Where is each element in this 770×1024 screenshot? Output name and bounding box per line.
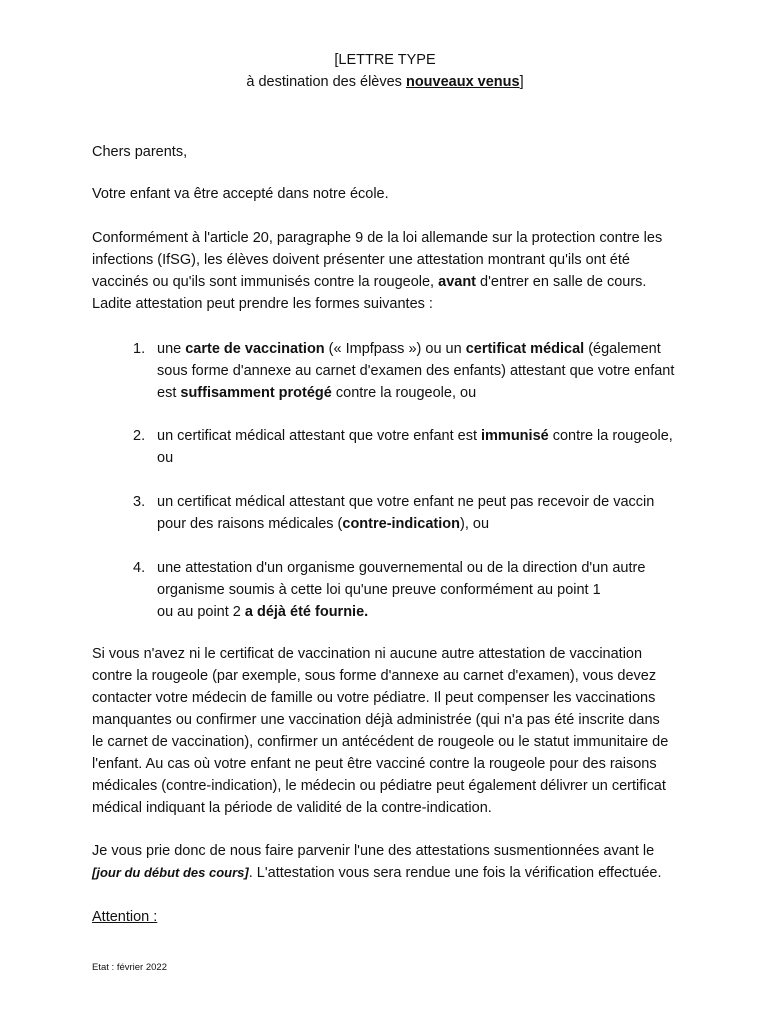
paragraph-request: Je vous prie donc de nous faire parvenir l'une des attestations susmentionnées avant le [jour du début des cours]. L'attestation vous sera rendue une fois la vérification effectuée.	[92, 843, 662, 881]
list-number: 3.	[133, 494, 146, 510]
greeting: Chers parents,	[92, 144, 188, 160]
list-item: 2. un certificat médical attestant que votre enfant est immunisé contre la rougeole, ou	[133, 425, 723, 469]
list-item: 3. un certificat médical attestant que votre enfant ne peut pas recevoir de vaccin pour des raisons médicales (contre-indication), ou	[133, 491, 723, 535]
attention-heading: Attention :	[92, 909, 158, 925]
list-number: 2.	[133, 428, 146, 444]
paragraph-intro: Votre enfant va être accepté dans notre école.	[92, 186, 389, 202]
letter-header-line2: à destination des élèves nouveaux venus]	[246, 74, 524, 90]
list-item: 4. une attestation d'un organisme gouvernemental ou de la direction d'un autre organisme soumis à cette loi qu'une preuve conformément au point 1 ou au point 2 a déjà été fournie.	[133, 557, 723, 623]
footer-date: Etat : février 2022	[92, 962, 167, 973]
list-number: 4.	[133, 560, 146, 576]
paragraph-law: Conformément à l'article 20, paragraphe 9 de la loi allemande sur la protection contre les infections (IfSG), les élèves doivent présenter une attestation montrant qu'ils ont été vaccinés ou qu'ils sont immunisés contre la rougeole, avant d'entrer en salle de cours. Ladite attestation peut prendre les formes suivantes :	[92, 230, 663, 312]
letter-header-line1: [LETTRE TYPE	[334, 52, 436, 68]
list-item: 1. une carte de vaccination (« Impfpass ») ou un certificat médical (également sous forme d'annexe au carnet d'examen des enfants) attestant que votre enfant est suffisamment protégé contre la rougeole, ou	[133, 338, 723, 404]
placeholder-start-date: [jour du début des cours]	[92, 865, 249, 880]
paragraph-doctor: Si vous n'avez ni le certificat de vaccination ni aucune autre attestation de vaccination contre la rougeole (par exemple, sous forme d'annexe au carnet d'examen), vous devez contacter votre médecin de famille ou votre pédiatre. Il peut compenser les vaccinations manquantes ou confirmer une vaccination déjà administrée (qui n'a pas été inscrite dans le carnet de vaccination), confirmer un antécédent de rougeole ou le statut immunitaire de l'enfant. Au cas où votre enfant ne peut être vacciné contre la rougeole pour des raisons médicales (contre-indication), le médecin ou pédiatre peut également délivrer un certificat médical indiquant la période de validité de la contre-indication.	[92, 646, 669, 816]
header-emphasis: nouveaux venus	[405, 74, 520, 90]
list-number: 1.	[133, 341, 146, 357]
